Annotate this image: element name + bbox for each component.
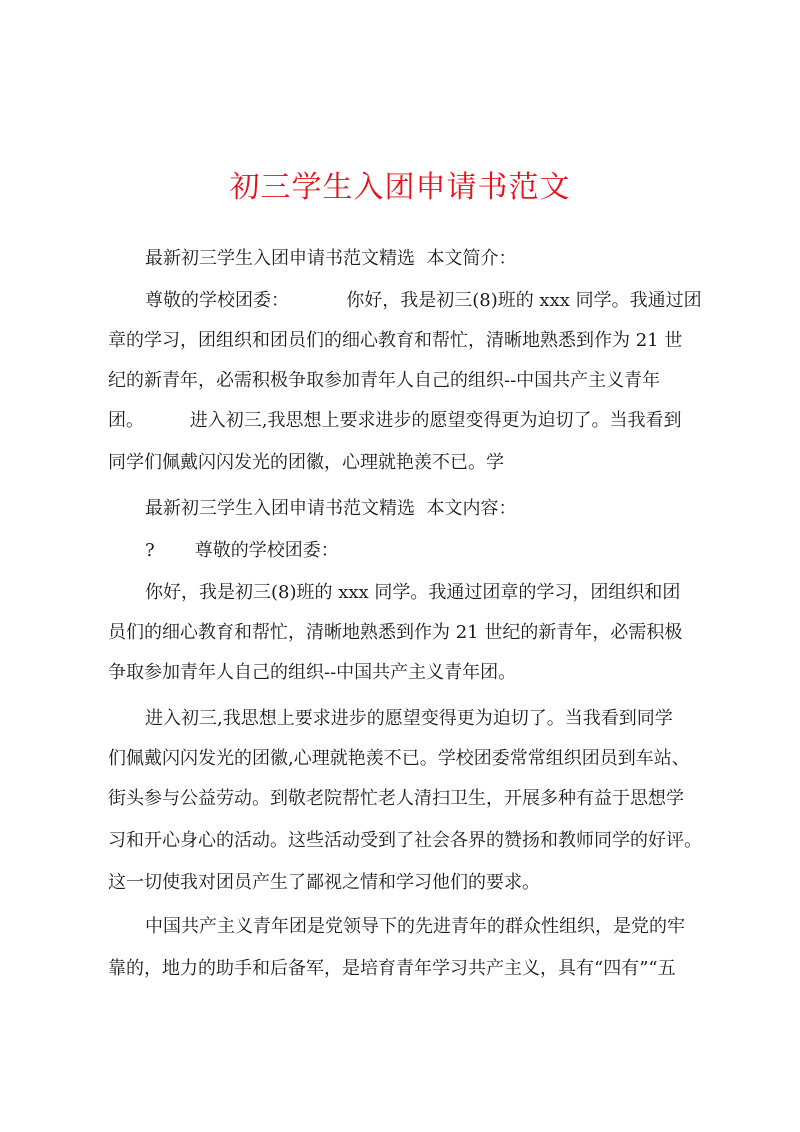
paragraph-line: 纪的新青年，必需积极争取参加青年人自己的组织--中国共产主义青年 (108, 370, 661, 391)
paragraph-line: 最新初三学生入团申请书范文精选 本文内容： (145, 498, 517, 519)
paragraph-line: 中国共产主义青年团是党领导下的先进青年的群众性组织，是党的牢 (145, 916, 685, 937)
paragraph-line: 同学们佩戴闪闪发光的团徽，心理就艳羡不已。学 (108, 452, 504, 473)
paragraph-line: 员们的细心教育和帮忙，清晰地熟悉到作为 21 世纪的新青年，必需积极 (108, 622, 683, 643)
paragraph-line: 这一切使我对团员产生了鄙视之情和学习他们的要求。 (108, 872, 540, 893)
paragraph-line: 团。 进入初三,我思想上要求进步的愿望变得更为迫切了。当我看到 (108, 410, 682, 431)
paragraph-line: 街头参与公益劳动。到敬老院帮忙老人清扫卫生，开展多种有益于思想学 (108, 788, 684, 809)
paragraph-line: 们佩戴闪闪发光的团徽,心理就艳羡不已。学校团委常常组织团员到车站、 (108, 748, 690, 769)
paragraph-line: 最新初三学生入团申请书范文精选 本文简介： (145, 248, 517, 269)
paragraph-line: 章的学习，团组织和团员们的细心教育和帮忙，清晰地熟悉到作为 21 世 (108, 330, 683, 351)
paragraph-line: 争取参加青年人自己的组织--中国共产主义青年团。 (108, 662, 517, 683)
paragraph-line: ? 尊敬的学校团委： (145, 540, 339, 561)
paragraph-line: 你好，我是初三(8)班的 xxx 同学。我通过团章的学习，团组织和团 (145, 582, 681, 603)
paragraph-line: 习和开心身心的活动。这些活动受到了社会各界的赞扬和教师同学的好评。 (108, 830, 702, 851)
paragraph-line: 进入初三,我思想上要求进步的愿望变得更为迫切了。当我看到同学 (145, 708, 673, 729)
paragraph-line: 尊敬的学校团委： 你好，我是初三(8)班的 xxx 同学。我通过团 (145, 290, 702, 311)
paragraph-line: 靠的，地力的助手和后备军，是培育青年学习共产主义，具有“四有”“五 (108, 958, 676, 979)
document-title: 初三学生入团申请书范文 (229, 170, 571, 205)
